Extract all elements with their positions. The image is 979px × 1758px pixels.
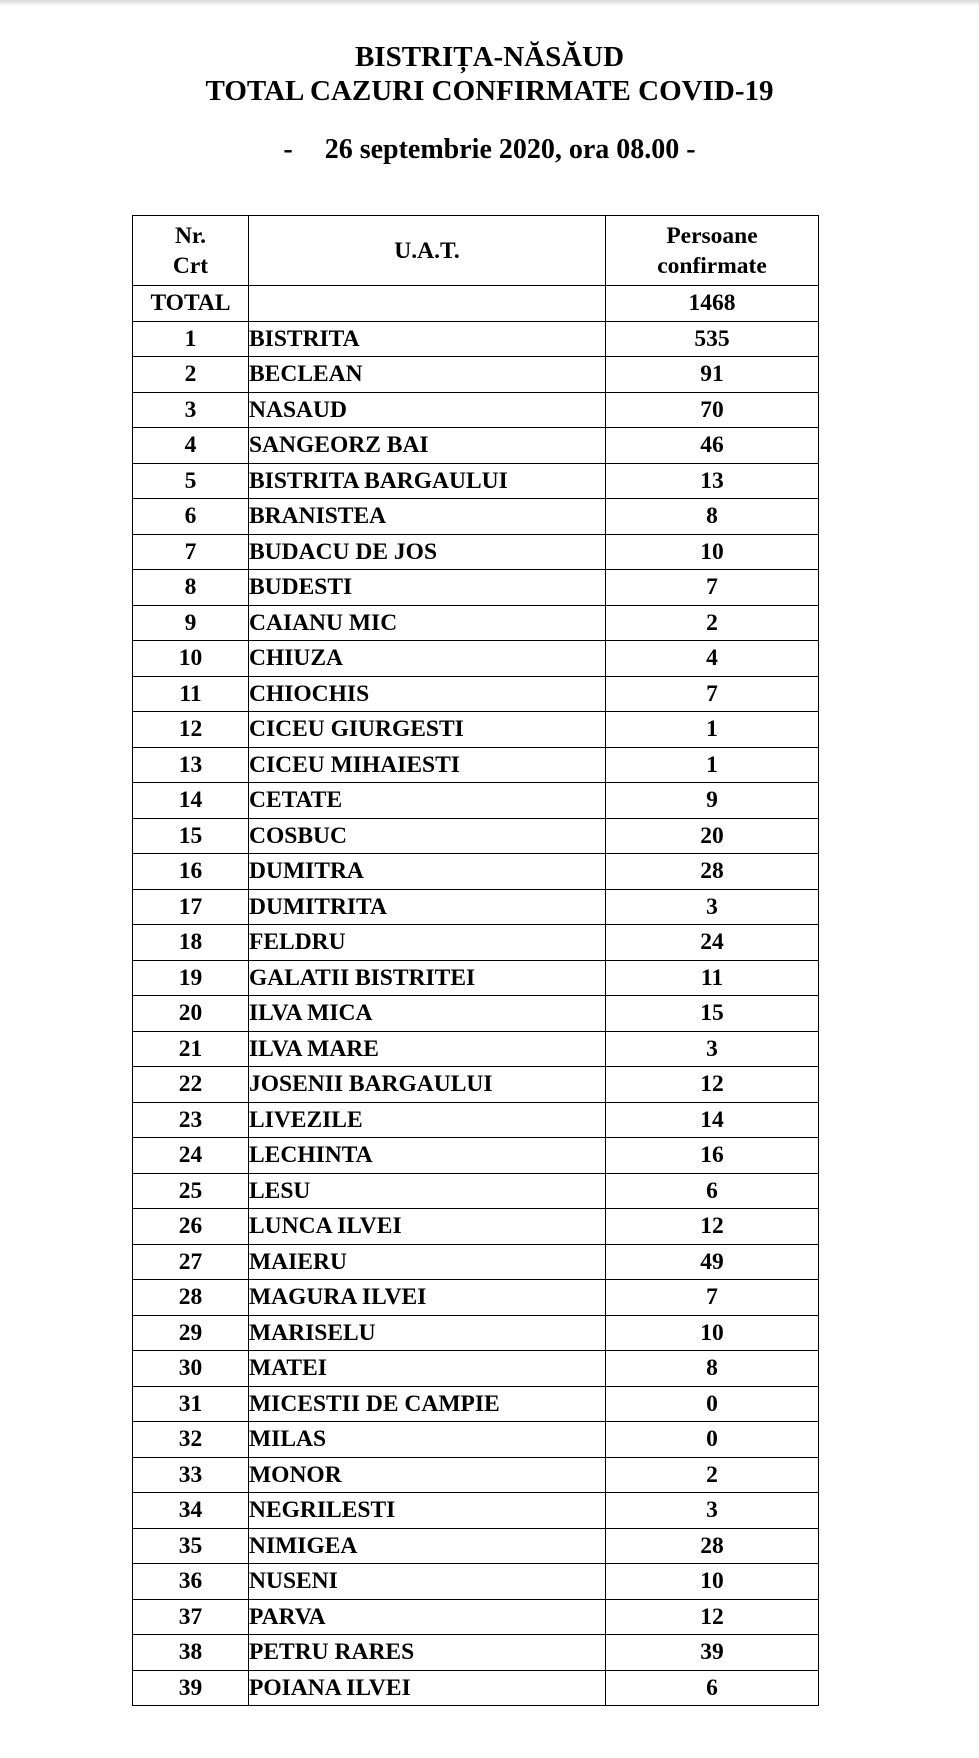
row-number: 11 [133,676,249,712]
row-confirmed-value: 39 [606,1635,819,1671]
row-number: 27 [133,1244,249,1280]
table-row [133,1138,819,1174]
row-uat-name: ILVA MARE [249,1031,606,1067]
row-confirmed-value: 49 [606,1244,819,1280]
header-nr-crt [133,216,249,286]
row-uat-name: NUSENI [249,1564,606,1600]
table-row [133,854,819,890]
row-number: 8 [133,570,249,606]
row-number: 9 [133,605,249,641]
row-confirmed-value: 535 [606,321,819,357]
row-number: 3 [133,392,249,428]
table-row [133,1067,819,1103]
row-number: 21 [133,1031,249,1067]
row-number: 7 [133,534,249,570]
row-confirmed-value: 0 [606,1386,819,1422]
table-row [133,996,819,1032]
row-number: 34 [133,1493,249,1529]
cases-table [132,215,819,1706]
row-number: 6 [133,499,249,535]
row-number: 13 [133,747,249,783]
row-confirmed-value: 10 [606,1564,819,1600]
row-number: 38 [133,1635,249,1671]
header-persons-confirmed [606,216,819,286]
top-edge-shadow [0,0,979,6]
row-uat-name: LUNCA ILVEI [249,1209,606,1245]
report-date-dash: - [283,134,293,165]
row-confirmed-value: 7 [606,676,819,712]
row-uat-name: PETRU RARES [249,1635,606,1671]
row-uat-name: BISTRITA [249,321,606,357]
row-confirmed-value: 0 [606,1422,819,1458]
row-confirmed-value: 24 [606,925,819,961]
row-confirmed-value: 8 [606,1351,819,1387]
row-number: 10 [133,641,249,677]
row-uat-name: PARVA [249,1599,606,1635]
row-uat-name: BECLEAN [249,357,606,393]
table-row [133,357,819,393]
table-row [133,889,819,925]
row-confirmed-value: 28 [606,1528,819,1564]
row-uat-name: COSBUC [249,818,606,854]
row-uat-name: MATEI [249,1351,606,1387]
table-row [133,1386,819,1422]
row-number: 14 [133,783,249,819]
row-confirmed-value: 14 [606,1102,819,1138]
row-confirmed-value: 3 [606,1493,819,1529]
row-number: 25 [133,1173,249,1209]
row-confirmed-value: 2 [606,1457,819,1493]
table-body [133,286,819,1706]
row-uat-name: BISTRITA BARGAULUI [249,463,606,499]
row-confirmed-value: 3 [606,1031,819,1067]
report-date [0,133,979,167]
header-nr-line2: Crt [172,252,209,279]
row-confirmed-value: 1 [606,712,819,748]
row-uat-name: CETATE [249,783,606,819]
row-uat-name: LIVEZILE [249,1102,606,1138]
row-uat-name: BUDESTI [249,570,606,606]
row-number: 15 [133,818,249,854]
table-row [133,499,819,535]
row-number: 32 [133,1422,249,1458]
table-row [133,1599,819,1635]
row-confirmed-value: 20 [606,818,819,854]
table-header-row [133,216,819,286]
row-confirmed-value: 11 [606,960,819,996]
row-confirmed-value: 7 [606,1280,819,1316]
header-persons-line1: Persoane [666,222,758,249]
row-uat-name: NEGRILESTI [249,1493,606,1529]
row-number: 22 [133,1067,249,1103]
document-title [0,40,979,108]
table-row [133,1209,819,1245]
row-uat-name: FELDRU [249,925,606,961]
row-uat-name: BRANISTEA [249,499,606,535]
row-uat-name: CICEU MIHAIESTI [249,747,606,783]
total-uat [249,286,606,322]
row-confirmed-value: 4 [606,641,819,677]
row-number: 1 [133,321,249,357]
row-number: 39 [133,1670,249,1706]
row-confirmed-value: 9 [606,783,819,819]
table-row [133,1528,819,1564]
row-uat-name: MICESTII DE CAMPIE [249,1386,606,1422]
row-number: 18 [133,925,249,961]
row-uat-name: MAIERU [249,1244,606,1280]
row-number: 33 [133,1457,249,1493]
row-confirmed-value: 10 [606,534,819,570]
row-confirmed-value: 28 [606,854,819,890]
row-confirmed-value: 3 [606,889,819,925]
row-uat-name: CHIOCHIS [249,676,606,712]
row-confirmed-value: 8 [606,499,819,535]
row-uat-name: BUDACU DE JOS [249,534,606,570]
row-number: 30 [133,1351,249,1387]
row-confirmed-value: 12 [606,1599,819,1635]
row-number: 35 [133,1528,249,1564]
row-number: 19 [133,960,249,996]
row-uat-name: POIANA ILVEI [249,1670,606,1706]
row-uat-name: MONOR [249,1457,606,1493]
table-row [133,1102,819,1138]
row-uat-name: LECHINTA [249,1138,606,1174]
row-number: 37 [133,1599,249,1635]
table-row [133,428,819,464]
row-number: 29 [133,1315,249,1351]
row-confirmed-value: 6 [606,1173,819,1209]
table-row [133,1351,819,1387]
row-number: 5 [133,463,249,499]
table-row [133,463,819,499]
table-row [133,1315,819,1351]
row-confirmed-value: 70 [606,392,819,428]
table-row [133,534,819,570]
row-number: 20 [133,996,249,1032]
row-confirmed-value: 16 [606,1138,819,1174]
title-total-cases: TOTAL CAZURI CONFIRMATE COVID-19 [205,75,774,107]
row-uat-name: SANGEORZ BAI [249,428,606,464]
table-row [133,1493,819,1529]
row-number: 17 [133,889,249,925]
row-number: 31 [133,1386,249,1422]
row-uat-name: JOSENII BARGAULUI [249,1067,606,1103]
row-uat-name: NASAUD [249,392,606,428]
table-row [133,676,819,712]
row-uat-name: DUMITRITA [249,889,606,925]
row-confirmed-value: 91 [606,357,819,393]
row-uat-name: NIMIGEA [249,1528,606,1564]
total-label: TOTAL [133,286,249,322]
row-confirmed-value: 15 [606,996,819,1032]
row-confirmed-value: 7 [606,570,819,606]
row-confirmed-value: 1 [606,747,819,783]
table-row [133,1457,819,1493]
row-confirmed-value: 12 [606,1209,819,1245]
table-row [133,960,819,996]
row-confirmed-value: 13 [606,463,819,499]
table-row [133,783,819,819]
row-uat-name: CAIANU MIC [249,605,606,641]
row-number: 23 [133,1102,249,1138]
row-confirmed-value: 10 [606,1315,819,1351]
row-uat-name: CHIUZA [249,641,606,677]
table-row [133,570,819,606]
row-confirmed-value: 12 [606,1067,819,1103]
table-row [133,605,819,641]
row-uat-name: GALATII BISTRITEI [249,960,606,996]
table-row [133,1031,819,1067]
row-uat-name: MILAS [249,1422,606,1458]
row-number: 24 [133,1138,249,1174]
row-uat-name: ILVA MICA [249,996,606,1032]
table-row [133,1670,819,1706]
table-row [133,1564,819,1600]
row-number: 28 [133,1280,249,1316]
table-row [133,1422,819,1458]
row-confirmed-value: 6 [606,1670,819,1706]
title-county: BISTRIȚA-NĂSĂUD [354,41,625,73]
row-number: 2 [133,357,249,393]
table-row [133,712,819,748]
row-uat-name: LESU [249,1173,606,1209]
total-row [133,286,819,322]
table-row [133,1244,819,1280]
header-persons-line2: confirmate [657,252,767,279]
total-value: 1468 [606,286,819,322]
table-row [133,641,819,677]
row-confirmed-value: 2 [606,605,819,641]
table-row [133,818,819,854]
header-uat-label: U.A.T. [394,237,460,264]
row-number: 26 [133,1209,249,1245]
row-uat-name: DUMITRA [249,854,606,890]
row-uat-name: MAGURA ILVEI [249,1280,606,1316]
row-number: 36 [133,1564,249,1600]
row-confirmed-value: 46 [606,428,819,464]
report-date-text: 26 septembrie 2020, ora 08.00 - [324,134,696,165]
table-row [133,321,819,357]
row-uat-name: CICEU GIURGESTI [249,712,606,748]
row-number: 16 [133,854,249,890]
row-number: 12 [133,712,249,748]
row-uat-name: MARISELU [249,1315,606,1351]
table-row [133,1635,819,1671]
table-row [133,1173,819,1209]
table-row [133,925,819,961]
table-row [133,747,819,783]
table-row [133,392,819,428]
header-uat [249,216,606,286]
header-nr-line1: Nr. [174,222,207,249]
table-row [133,1280,819,1316]
row-number: 4 [133,428,249,464]
